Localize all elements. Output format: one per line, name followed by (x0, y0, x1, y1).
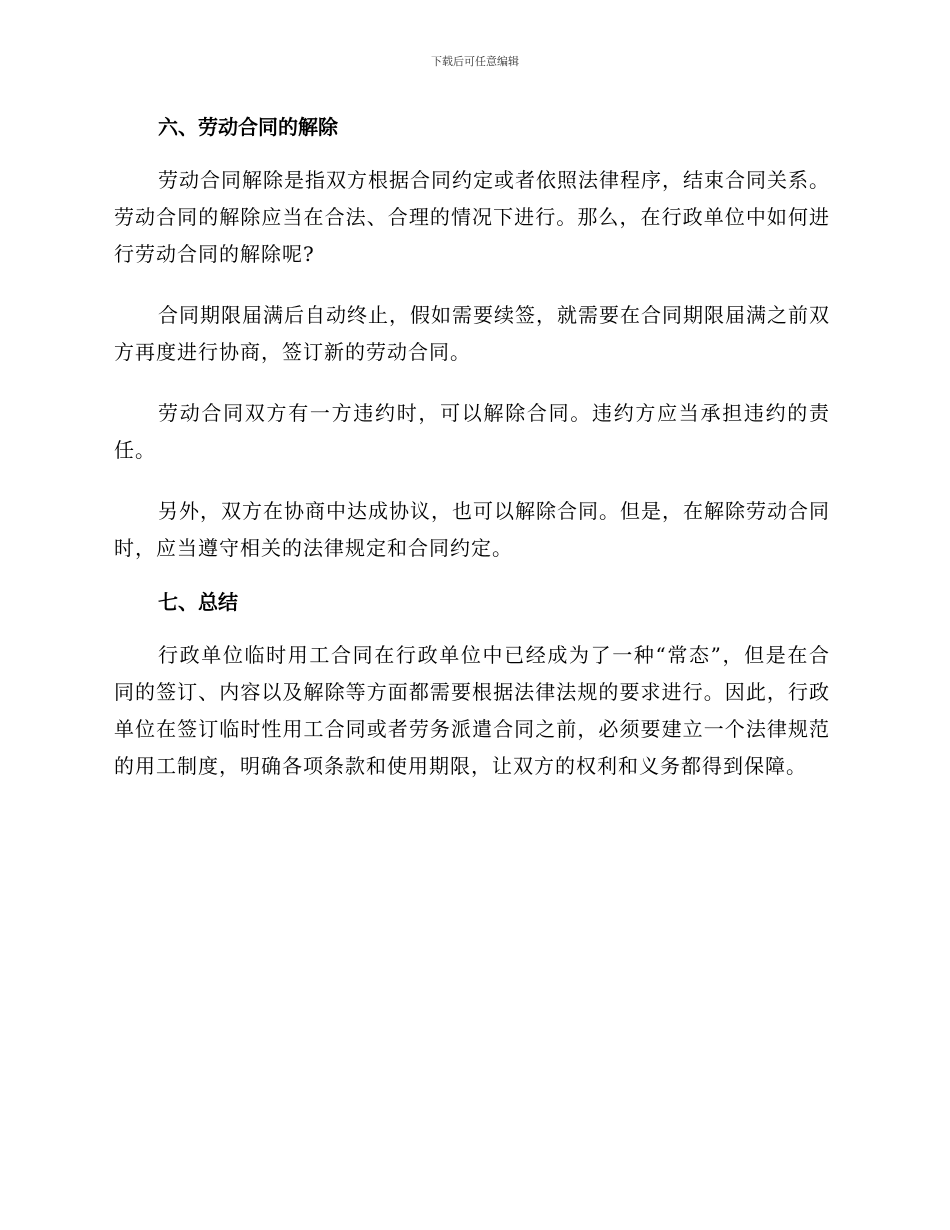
section-heading-summary: 七、总结 (158, 590, 238, 614)
paragraph-mutual-agreement: 另外，双方在协商中达成协议，也可以解除合同。但是，在解除劳动合同时，应当遵守相关的法律规定和合同约定。 (114, 499, 830, 560)
section-heading-termination: 六、劳动合同的解除 (158, 115, 338, 139)
paragraph-breach-termination: 劳动合同双方有一方违约时，可以解除合同。违约方应当承担违约的责任。 (114, 401, 830, 462)
paragraph-contract-expiry: 合同期限届满后自动终止，假如需要续签，就需要在合同期限届满之前双方再度进行协商，签订新的劳动合同。 (114, 303, 830, 364)
paragraph-termination-definition: 劳动合同解除是指双方根据合同约定或者依照法律程序，结束合同关系。劳动合同的解除应当在合法、合理的情况下进行。那么，在行政单位中如何进行劳动合同的解除呢? (114, 168, 830, 266)
paragraph-summary: 行政单位临时用工合同在行政单位中已经成为了一种“常态”，但是在合同的签订、内容以及解除等方面都需要根据法律法规的要求进行。因此，行政单位在签订临时性用工合同或者劳务派遣合同之前，必须要建立一个法律规范的用工制度，明确各项条款和使用期限，让双方的权利和义务都得到保障。 (114, 643, 830, 778)
document-body (114, 111, 830, 785)
page-header: 下载后可任意编辑 (431, 55, 519, 68)
